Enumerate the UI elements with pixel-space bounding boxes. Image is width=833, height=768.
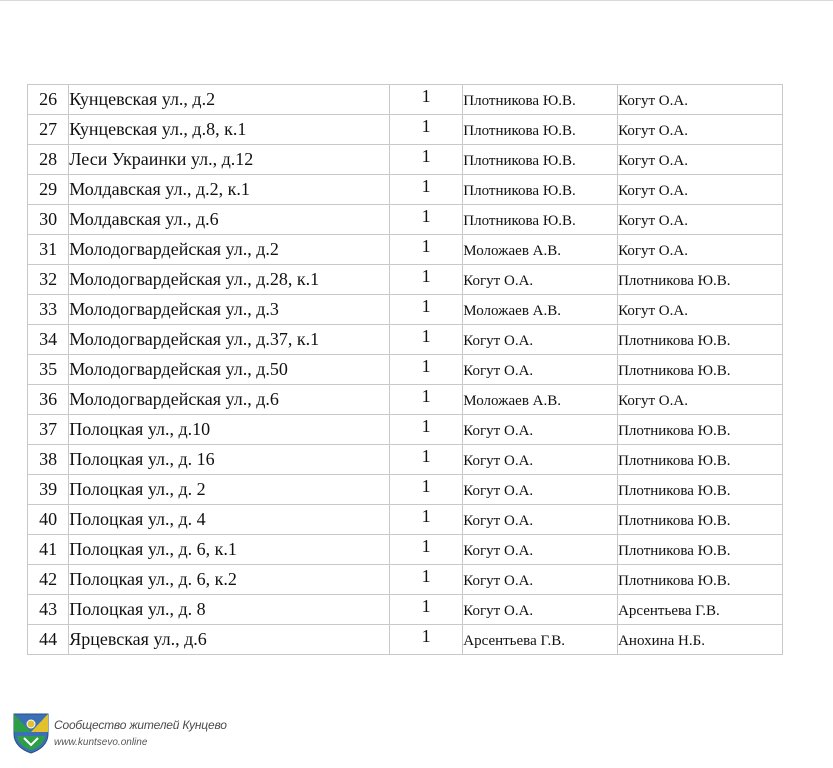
- row-responsible-secondary: Когут О.А.: [618, 295, 783, 325]
- row-number: 29: [28, 175, 69, 205]
- row-responsible-primary: Моложаев А.В.: [463, 385, 618, 415]
- row-address: Кунцевская ул., д.2: [69, 85, 390, 115]
- row-address: Леси Украинки ул., д.12: [69, 145, 390, 175]
- row-responsible-primary: Когут О.А.: [463, 355, 618, 385]
- row-responsible-primary: Когут О.А.: [463, 445, 618, 475]
- table-row: [28, 175, 783, 205]
- row-responsible-secondary: Плотникова Ю.В.: [618, 505, 783, 535]
- row-count: 1: [389, 175, 462, 205]
- row-responsible-primary: Плотникова Ю.В.: [463, 85, 618, 115]
- row-responsible-primary: Когут О.А.: [463, 415, 618, 445]
- row-address: Полоцкая ул., д. 6, к.2: [69, 565, 390, 595]
- row-count: 1: [389, 235, 462, 265]
- table-row: [28, 475, 783, 505]
- row-responsible-secondary: Когут О.А.: [618, 175, 783, 205]
- kuntsevo-coat-of-arms-icon: [12, 712, 50, 754]
- row-count: 1: [389, 145, 462, 175]
- row-responsible-secondary: Плотникова Ю.В.: [618, 565, 783, 595]
- row-number: 28: [28, 145, 69, 175]
- row-count: 1: [389, 115, 462, 145]
- row-responsible-primary: Когут О.А.: [463, 505, 618, 535]
- row-responsible-primary: Когут О.А.: [463, 475, 618, 505]
- row-responsible-primary: Моложаев А.В.: [463, 235, 618, 265]
- row-responsible-secondary: Когут О.А.: [618, 145, 783, 175]
- table-row: [28, 235, 783, 265]
- row-count: 1: [389, 295, 462, 325]
- table-row: [28, 505, 783, 535]
- row-number: 34: [28, 325, 69, 355]
- row-number: 35: [28, 355, 69, 385]
- row-responsible-primary: Плотникова Ю.В.: [463, 205, 618, 235]
- row-responsible-secondary: Анохина Н.Б.: [618, 625, 783, 655]
- row-count: 1: [389, 535, 462, 565]
- row-count: 1: [389, 625, 462, 655]
- row-number: 33: [28, 295, 69, 325]
- footer-site-name: Сообщество жителей Кунцево: [54, 718, 227, 732]
- row-number: 37: [28, 415, 69, 445]
- table-row: [28, 85, 783, 115]
- row-responsible-primary: Плотникова Ю.В.: [463, 175, 618, 205]
- address-table-body: [28, 85, 783, 655]
- table-row: [28, 535, 783, 565]
- table-row: [28, 325, 783, 355]
- row-count: 1: [389, 595, 462, 625]
- table-row: [28, 445, 783, 475]
- table-row: [28, 295, 783, 325]
- row-address: Молдавская ул., д.6: [69, 205, 390, 235]
- table-row: [28, 565, 783, 595]
- row-number: 40: [28, 505, 69, 535]
- row-number: 31: [28, 235, 69, 265]
- row-number: 39: [28, 475, 69, 505]
- row-responsible-secondary: Когут О.А.: [618, 235, 783, 265]
- row-address: Ярцевская ул., д.6: [69, 625, 390, 655]
- row-responsible-secondary: Плотникова Ю.В.: [618, 535, 783, 565]
- row-count: 1: [389, 505, 462, 535]
- row-count: 1: [389, 445, 462, 475]
- table-row: [28, 595, 783, 625]
- row-address: Молодогвардейская ул., д.50: [69, 355, 390, 385]
- footer-site-url: www.kuntsevo.online: [54, 737, 148, 748]
- row-responsible-secondary: Когут О.А.: [618, 85, 783, 115]
- page-top-border: [0, 0, 833, 1]
- row-count: 1: [389, 415, 462, 445]
- row-count: 1: [389, 385, 462, 415]
- row-number: 36: [28, 385, 69, 415]
- row-address: Полоцкая ул., д. 4: [69, 505, 390, 535]
- row-responsible-secondary: Когут О.А.: [618, 205, 783, 235]
- row-responsible-secondary: Плотникова Ю.В.: [618, 445, 783, 475]
- table-row: [28, 415, 783, 445]
- row-count: 1: [389, 565, 462, 595]
- row-count: 1: [389, 205, 462, 235]
- row-count: 1: [389, 325, 462, 355]
- row-responsible-secondary: Плотникова Ю.В.: [618, 355, 783, 385]
- row-number: 44: [28, 625, 69, 655]
- row-responsible-primary: Когут О.А.: [463, 535, 618, 565]
- row-responsible-primary: Когут О.А.: [463, 265, 618, 295]
- row-responsible-primary: Когут О.А.: [463, 565, 618, 595]
- row-address: Полоцкая ул., д. 2: [69, 475, 390, 505]
- row-count: 1: [389, 355, 462, 385]
- row-address: Молодогвардейская ул., д.2: [69, 235, 390, 265]
- table-row: [28, 145, 783, 175]
- row-responsible-primary: Когут О.А.: [463, 595, 618, 625]
- table-row: [28, 205, 783, 235]
- row-responsible-primary: Арсентьева Г.В.: [463, 625, 618, 655]
- row-count: 1: [389, 85, 462, 115]
- row-number: 27: [28, 115, 69, 145]
- row-responsible-secondary: Плотникова Ю.В.: [618, 475, 783, 505]
- row-number: 42: [28, 565, 69, 595]
- row-address: Полоцкая ул., д. 16: [69, 445, 390, 475]
- row-responsible-primary: Плотникова Ю.В.: [463, 145, 618, 175]
- table-row: [28, 355, 783, 385]
- row-responsible-secondary: Когут О.А.: [618, 115, 783, 145]
- row-number: 30: [28, 205, 69, 235]
- row-count: 1: [389, 265, 462, 295]
- row-responsible-primary: Когут О.А.: [463, 325, 618, 355]
- row-number: 32: [28, 265, 69, 295]
- row-address: Молодогвардейская ул., д.6: [69, 385, 390, 415]
- row-number: 26: [28, 85, 69, 115]
- row-address: Молодогвардейская ул., д.3: [69, 295, 390, 325]
- row-address: Молодогвардейская ул., д.28, к.1: [69, 265, 390, 295]
- row-count: 1: [389, 475, 462, 505]
- row-responsible-secondary: Плотникова Ю.В.: [618, 415, 783, 445]
- row-address: Полоцкая ул., д. 8: [69, 595, 390, 625]
- row-responsible-secondary: Плотникова Ю.В.: [618, 265, 783, 295]
- table-row: [28, 625, 783, 655]
- row-address: Полоцкая ул., д. 6, к.1: [69, 535, 390, 565]
- table-row: [28, 115, 783, 145]
- table-row: [28, 265, 783, 295]
- row-address: Полоцкая ул., д.10: [69, 415, 390, 445]
- row-responsible-secondary: Арсентьева Г.В.: [618, 595, 783, 625]
- row-address: Кунцевская ул., д.8, к.1: [69, 115, 390, 145]
- row-address: Молдавская ул., д.2, к.1: [69, 175, 390, 205]
- address-table: [27, 84, 783, 655]
- row-number: 41: [28, 535, 69, 565]
- row-number: 38: [28, 445, 69, 475]
- row-number: 43: [28, 595, 69, 625]
- row-responsible-primary: Плотникова Ю.В.: [463, 115, 618, 145]
- row-responsible-secondary: Плотникова Ю.В.: [618, 325, 783, 355]
- row-responsible-secondary: Когут О.А.: [618, 385, 783, 415]
- row-address: Молодогвардейская ул., д.37, к.1: [69, 325, 390, 355]
- row-responsible-primary: Моложаев А.В.: [463, 295, 618, 325]
- table-row: [28, 385, 783, 415]
